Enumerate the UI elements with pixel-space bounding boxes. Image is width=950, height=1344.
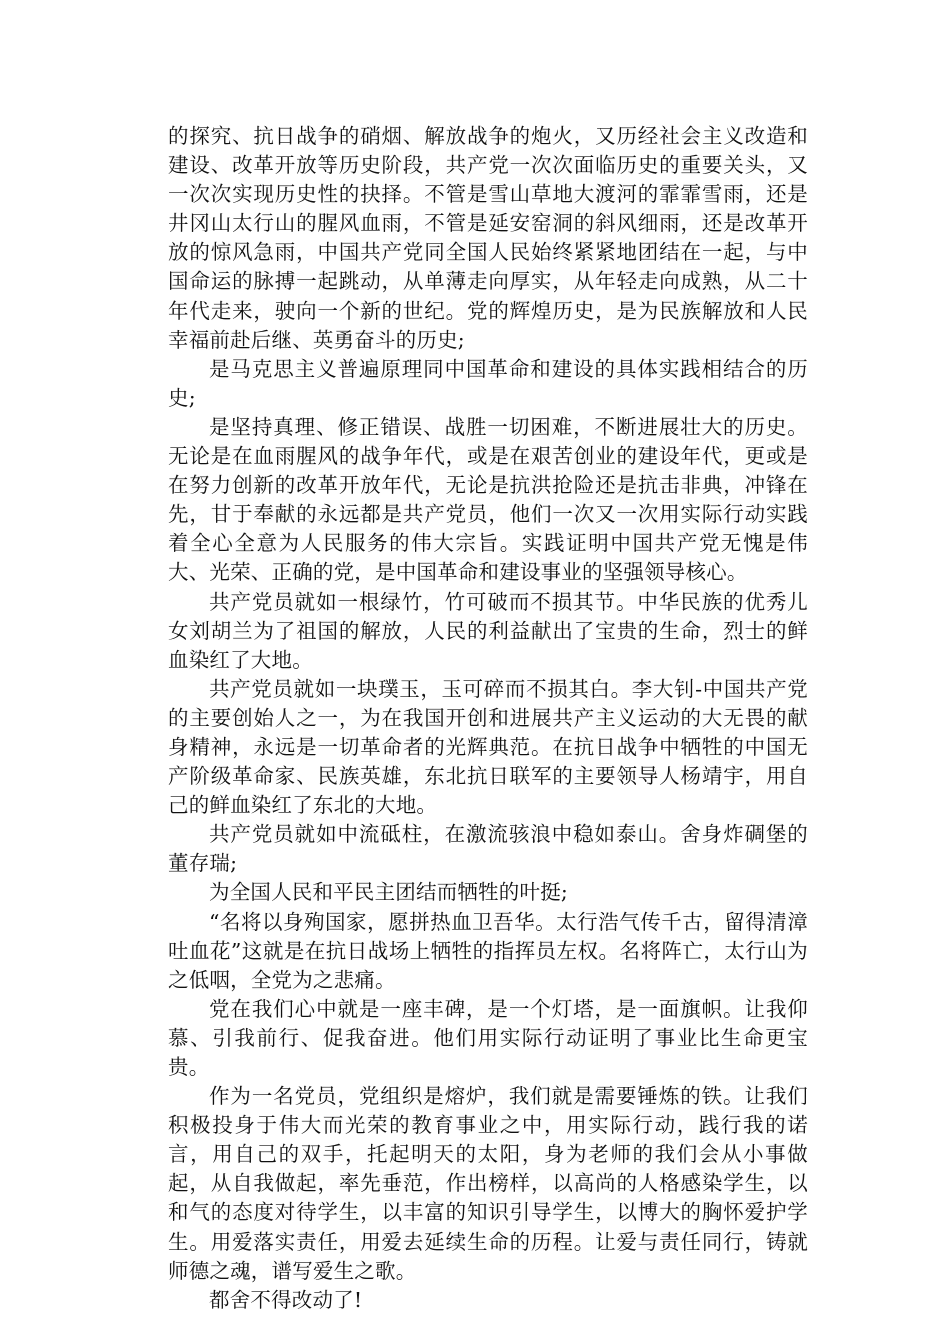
paragraph-10: 作为一名党员，党组织是熔炉，我们就是需要锤炼的铁。让我们积极投身于伟大而光荣的教育事业之中，用实际行动，践行我的诺言，用自己的双手，托起明天的太阳，身为老师的我们会从小事做起，从自我做起，率先垂范，作出榜样，以高尚的人格感染学生，以和气的态度对待学生，以丰富的知识引导学生，以博大的胸怀爱护学生。用爱落实责任，用爱去延续生命的历程。让爱与责任同行，铸就师德之魂，谱写爱生之歌。 [168, 1084, 808, 1283]
paragraph-4: 共产党员就如一根绿竹，竹可破而不损其节。中华民族的优秀儿女刘胡兰为了祖国的解放，人民的利益献出了宝贵的生命，烈士的鲜血染红了大地。 [168, 589, 808, 672]
document-body [168, 122, 808, 1315]
paragraph-5: 共产党员就如一块璞玉，玉可碎而不损其白。李大钊-中国共产党的主要创始人之一，为在我国开创和进展共产主义运动的大无畏的献身精神，永远是一切革命者的光辉典范。在抗日战争中牺牲的中国无产阶级革命家、民族英雄，东北抗日联军的主要领导人杨靖宇，用自己的鲜血染红了东北的大地。 [168, 676, 808, 818]
paragraph-11: 都舍不得改动了! [209, 1287, 363, 1312]
paragraph-1: 的探究、抗日战争的硝烟、解放战争的炮火，又历经社会主义改造和建设、改革开放等历史阶段，共产党一次次面临历史的重要关头，又一次次实现历史性的抉择。不管是雪山草地大渡河的霏霏雪雨，还是井冈山太行山的腥风血雨，不管是延安窑洞的斜风细雨，还是改革开放的惊风急雨，中国共产党同全国人民始终紧紧地团结在一起，与中国命运的脉搏一起跳动，从单薄走向厚实，从年轻走向成熟，从二十年代走来，驶向一个新的世纪。党的辉煌历史，是为民族解放和人民幸福前赴后继、英勇奋斗的历史; [168, 124, 808, 352]
paragraph-8: “名将以身殉国家，愿拼热血卫吾华。太行浩气传千古，留得清漳吐血花”这就是在抗日战场上牺牲的指挥员左权。名将阵亡，太行山为之低咽，全党为之悲痛。 [168, 909, 808, 992]
paragraph-7: 为全国人民和平民主团结而牺牲的叶挺; [209, 880, 569, 905]
paragraph-6: 共产党员就如中流砥柱，在激流骇浪中稳如泰山。舍身炸碉堡的董存瑞; [168, 822, 808, 876]
paragraph-9: 党在我们心中就是一座丰碑，是一个灯塔，是一面旗帜。让我仰慕、引我前行、促我奋进。他们用实际行动证明了事业比生命更宝贵。 [168, 996, 808, 1079]
paragraph-2: 是马克思主义普遍原理同中国革命和建设的具体实践相结合的历史; [168, 356, 808, 410]
paragraph-3: 是坚持真理、修正错误、战胜一切困难，不断进展壮大的历史。无论是在血雨腥风的战争年代，或是在艰苦创业的建设年代，更或是在努力创新的改革开放年代，无论是抗洪抢险还是抗击非典，冲锋在先，甘于奉献的永远都是共产党员，他们一次又一次用实际行动实践着全心全意为人民服务的伟大宗旨。实践证明中国共产党无愧是伟大、光荣、正确的党，是中国革命和建设事业的坚强领导核心。 [168, 414, 808, 585]
